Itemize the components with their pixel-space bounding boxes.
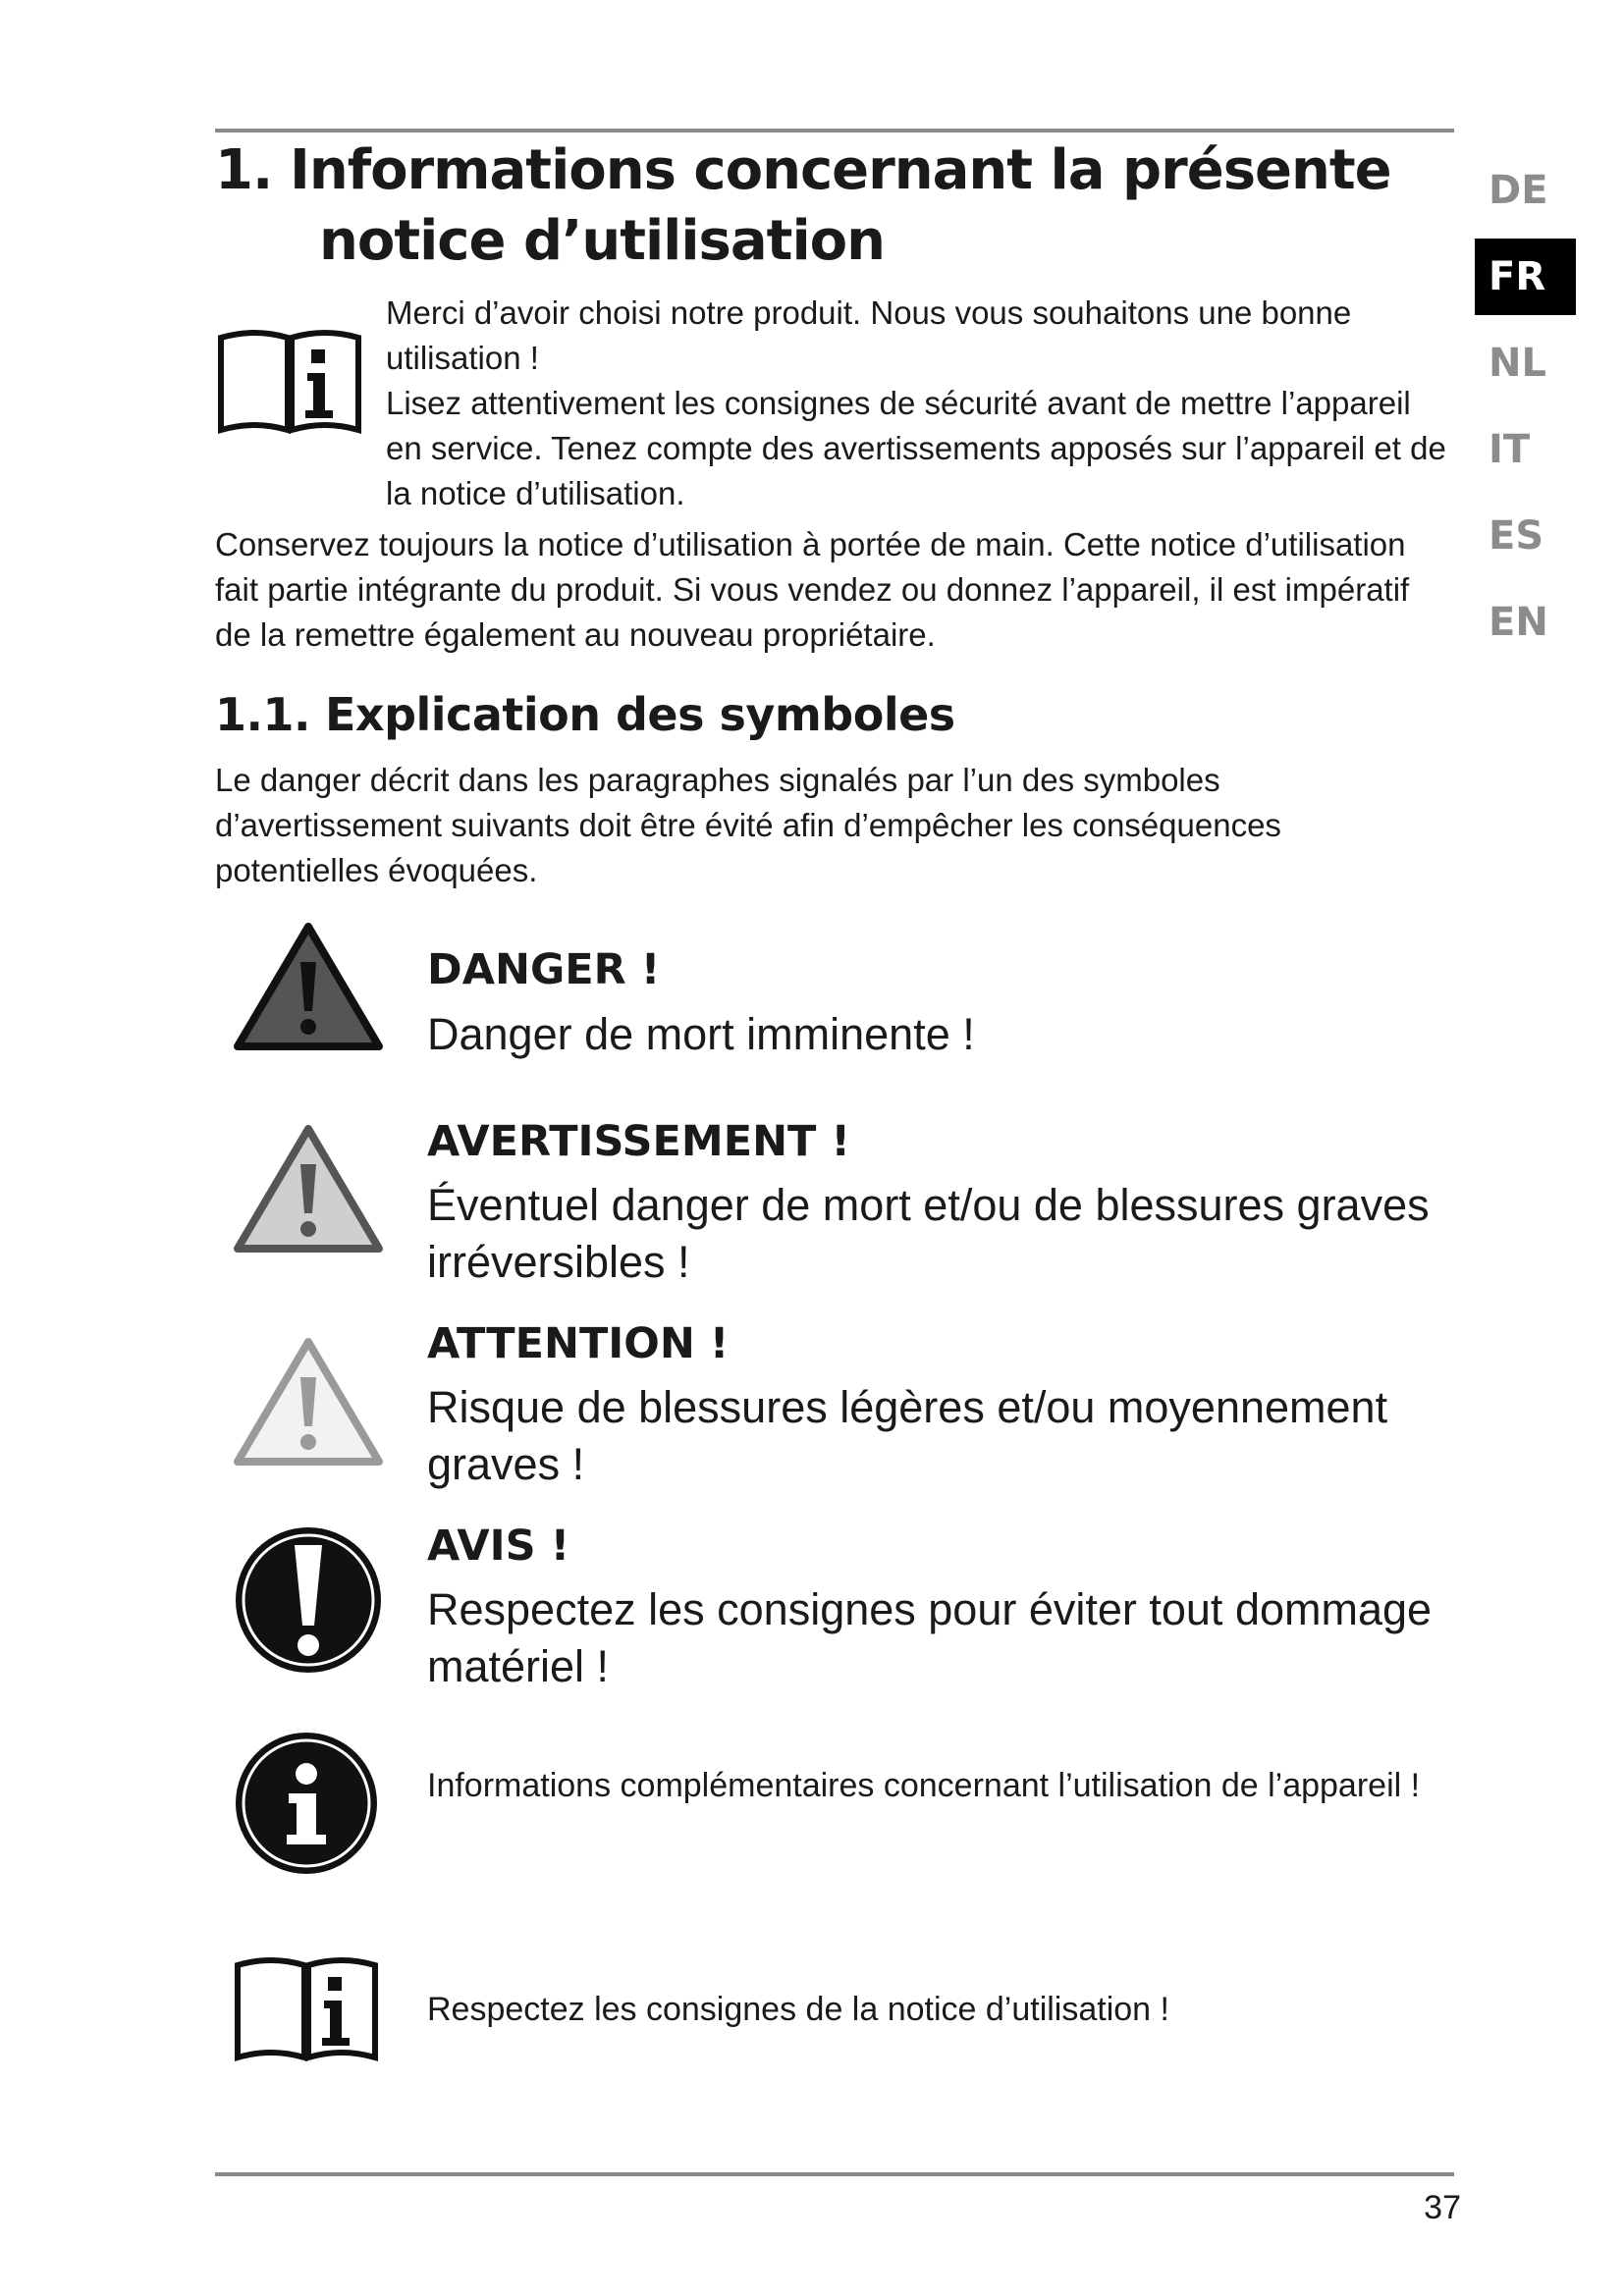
notice-text: Respectez les consignes pour éviter tout dommage matériel ! — [427, 1584, 1433, 1691]
conserve-paragraph: Conservez toujours la notice d’utilisation à portée de main. Cette notice d’utilisation fait partie intégrante du produit. Si vous vendez ou donnez l’appareil, il est impératif de la remettre également au nouveau propriétaire. — [215, 526, 1410, 653]
notice-title: AVIS ! — [427, 1522, 570, 1571]
section-number: 1. — [215, 138, 273, 202]
section-title-line2: notice d’utilisation — [319, 209, 885, 273]
warning-text: Éventuel danger de mort et/ou de blessures graves irréversibles ! — [427, 1180, 1430, 1287]
subsection-title-text: Explication des symboles — [325, 688, 955, 741]
warning-triangle-light-icon — [232, 1336, 385, 1469]
symbols-explanation: Le danger décrit dans les paragraphes signalés par l’un des symboles d’avertissement suivants doit être évité afin d’empêcher les conséquences potentielles évoquées. — [215, 762, 1281, 888]
intro-thanks: Merci d’avoir choisi notre produit. Nous vous souhaitons une bonne utilisation ! — [386, 294, 1352, 376]
info-text: Informations complémentaires concernant l’utilisation de l’appareil ! — [427, 1767, 1421, 1804]
page-number: 37 — [1424, 2189, 1461, 2226]
danger-title: DANGER ! — [427, 945, 661, 994]
exclamation-circle-icon — [232, 1523, 385, 1677]
tab-lang-nl[interactable]: NL — [1489, 341, 1546, 386]
danger-text: Danger de mort imminente ! — [427, 1009, 975, 1059]
language-tabs — [1475, 152, 1576, 670]
tab-lang-en[interactable]: EN — [1489, 600, 1548, 645]
bottom-rule — [215, 2172, 1454, 2176]
section-title — [215, 135, 1393, 277]
intro-block — [386, 291, 1446, 516]
warning-triangle-medium-icon — [232, 1123, 385, 1256]
warning-title: AVERTISSEMENT ! — [427, 1117, 850, 1166]
warning-triangle-dark-icon — [232, 921, 385, 1054]
subsection-number: 1.1. — [215, 688, 310, 741]
caution-text: Risque de blessures légères et/ou moyennement graves ! — [427, 1382, 1388, 1489]
top-rule — [215, 129, 1454, 133]
tab-lang-de[interactable]: DE — [1489, 168, 1548, 213]
manual-text: Respectez les consignes de la notice d’utilisation ! — [427, 1991, 1169, 2028]
section-title-line1: Informations concernant la présente — [290, 138, 1391, 202]
subsection-title — [215, 685, 955, 744]
manual-info-icon — [232, 1951, 381, 2064]
intro-read-safety: Lisez attentivement les consignes de sécurité avant de mettre l’appareil en service. Tenez compte des avertissements apposés sur l’appareil et de la notice d’utilisation. — [386, 385, 1446, 511]
tab-lang-es[interactable]: ES — [1489, 513, 1544, 559]
tab-lang-it[interactable]: IT — [1489, 427, 1531, 472]
tab-lang-fr[interactable]: FR — [1475, 239, 1576, 315]
caution-title: ATTENTION ! — [427, 1319, 730, 1368]
info-circle-icon — [232, 1729, 381, 1878]
manual-info-icon — [215, 324, 364, 437]
